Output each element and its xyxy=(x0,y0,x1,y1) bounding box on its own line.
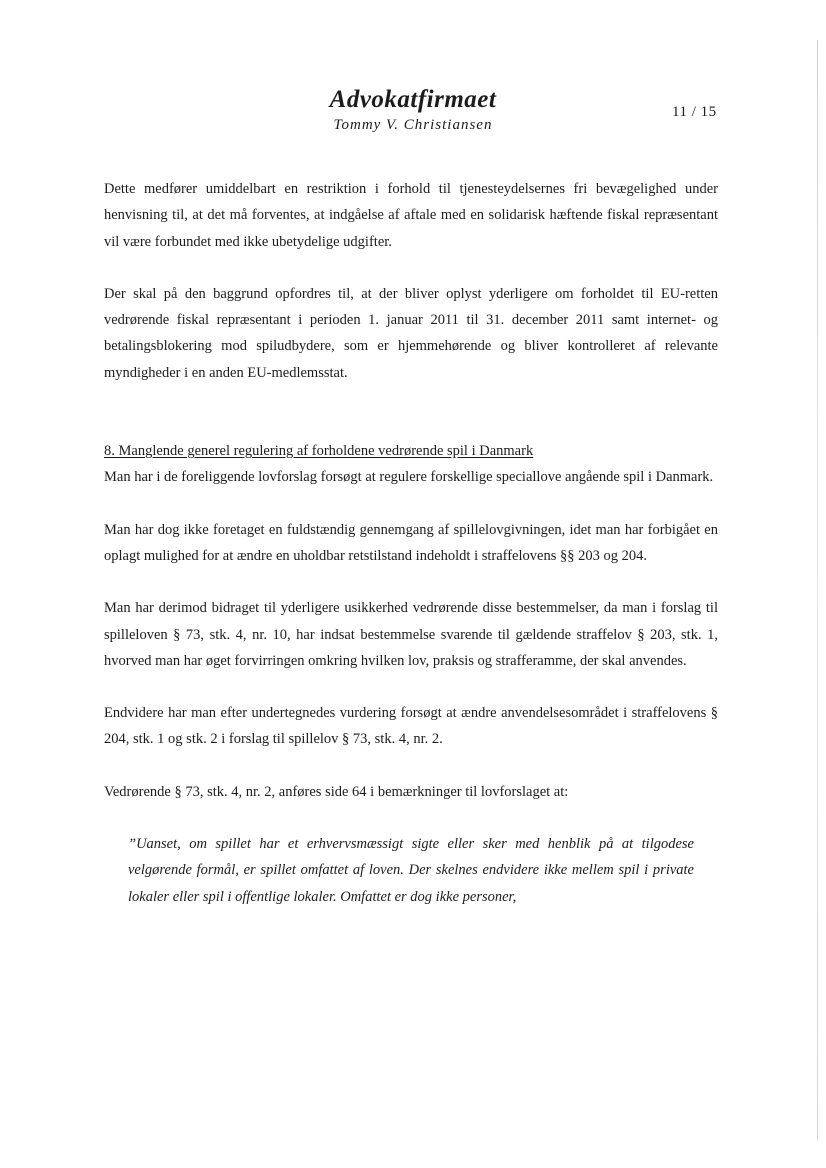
paragraph-review: Man har dog ikke foretaget en fuldstændig gennemgang af spillelovgivningen, idet man har forbigået en oplagt mulighed for at ændre en uholdbar retstilstand indeholdt i straffelovens §§ 203 og 204. xyxy=(104,521,718,564)
quoted-remarks: ”Uanset, om spillet har et erhvervsmæssigt sigte eller sker med henblik på at tilgodese velgørende formål, er spillet omfattet af loven. Der skelnes endvidere ikke mellem spil i private lokaler eller spil i offentlige lokaler. Omfattet er dog ikke personer, xyxy=(128,836,694,905)
paragraph-gap xyxy=(104,255,718,281)
document-body xyxy=(104,176,718,910)
paragraph-gap xyxy=(104,805,718,831)
paragraph-eu-law: Der skal på den baggrund opfordres til, at der bliver oplyst yderligere om forholdet til EU-retten vedrørende fiskal repræsentant i perioden 1. januar 2011 til 31. december 2011 samt internet- og betalingsblokering mod spiludbydere, som er hjemmehørende og bliver kontrolleret af relevante myndigheder i en anden EU-medlemsstat. xyxy=(104,285,718,381)
paragraph-uncertainty: Man har derimod bidraget til yderligere usikkerhed vedrørende disse bestemmelser, da man i forslag til spilleloven § 73, stk. 4, nr. 10, har indsat bestemmelse svarende til gældende straffelov § 203, stk. 1, hvorved man har øget forvirringen omkring hvilken lov, praksis og strafferamme, der skal anvendes. xyxy=(104,600,718,669)
section-heading: 8. Manglende generel regulering af forholdene vedrørende spil i Danmark xyxy=(104,443,534,460)
section-gap xyxy=(104,386,718,438)
paragraph-gap xyxy=(104,753,718,779)
scan-edge-line xyxy=(817,40,818,1140)
paragraph-remarks-intro: Vedrørende § 73, stk. 4, nr. 2, anføres side 64 i bemærkninger til lovforslaget at: xyxy=(104,783,569,800)
paragraph-gap xyxy=(104,674,718,700)
paragraph-special-laws: Man har i de foreliggende lovforslag forsøgt at regulere forskellige speciallove angående spil i Danmark. xyxy=(104,469,714,486)
paragraph-scope: Endvidere har man efter undertegnedes vurdering forsøgt at ændre anvendelsesområdet i straffelovens § 204, stk. 1 og stk. 2 i forslag til spillelov § 73, stk. 4, nr. 2. xyxy=(104,705,718,748)
letterhead-firm: Advokatfirmaet xyxy=(329,86,497,113)
paragraph-gap xyxy=(104,491,718,517)
letterhead-name: Tommy V. Christiansen xyxy=(333,117,493,133)
page-number: 11 / 15 xyxy=(672,104,717,120)
paragraph-restriction: Dette medfører umiddelbart en restriktion i forhold til tjenesteydelsernes fri bevægelighed under henvisning til, at det må forventes, at indgåelse af aftale med en solidarisk hæftende fiskal repræsentant vil være forbundet med ikke ubetydelige udgifter. xyxy=(104,181,718,250)
paragraph-gap xyxy=(104,569,718,595)
